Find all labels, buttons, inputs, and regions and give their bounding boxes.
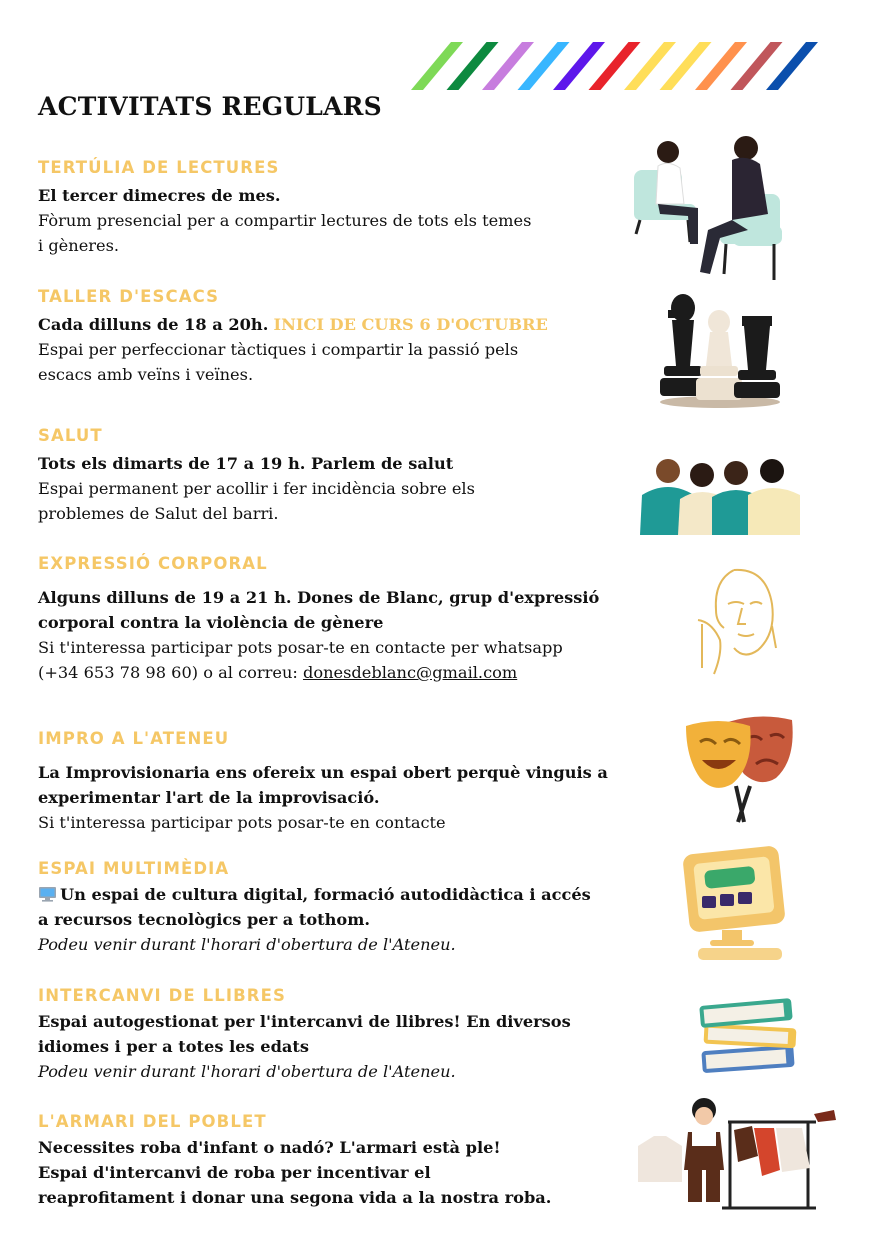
contact-text: Si t'interessa participar pots posar-te en contacte [38,813,446,832]
rainbow-stripes [405,38,825,94]
chess-pieces-icon [658,286,782,410]
computer-icon [682,846,788,964]
description-text: problemes de Salut del barri. [38,504,279,523]
line-art-face-icon [694,564,784,684]
opening-hours-note: Podeu venir durant l'horari d'obertura de l'Ateneu. [38,1062,456,1081]
description-text: Fòrum presencial per a compartir lectures de tots els temes [38,211,532,230]
page-title: ACTIVITATS REGULARS [38,92,382,121]
section-title: ESPAI MULTIMÈDIA [38,859,230,878]
description-text: Un espai de cultura digital, formació autodidàctica i accés [60,885,591,904]
section-escacs [38,286,548,387]
description-text: La Improvisionaria ens ofereix un espai obert perquè vinguis a [38,763,608,782]
description-text: experimentar l'art de la improvisació. [38,788,380,807]
two-women-talking-icon [628,134,788,282]
section-multimedia [38,858,591,957]
contact-text: (+34 653 78 98 60) o al correu: [38,663,303,682]
section-title: TALLER D'ESCACS [38,287,220,306]
description-text: Necessites roba d'infant o nadó? L'armari està ple! [38,1138,501,1157]
schedule-text: corporal contra la violència de gènere [38,613,384,632]
section-title: SALUT [38,426,103,445]
section-salut [38,425,475,526]
stack-of-books-icon [694,990,802,1076]
schedule-text: Cada dilluns de 18 a 20h. [38,315,269,334]
section-title: TERTÚLIA DE LECTURES [38,158,280,177]
schedule-text: Tots els dimarts de 17 a 19 h. Parlem de salut [38,454,454,473]
description-text: i gèneres. [38,236,120,255]
description-text: idiomes i per a totes les edats [38,1037,309,1056]
section-armari-poblet [38,1111,551,1210]
description-text: reaprofitament i donar una segona vida a la nostra roba. [38,1188,552,1207]
section-impro [38,728,608,835]
schedule-text: El tercer dimecres de mes. [38,186,281,205]
schedule-text: Alguns dilluns de 19 a 21 h. Dones de Blanc, grup d'expressió [38,588,600,607]
description-text: escacs amb veïns i veïnes. [38,365,254,384]
section-title: INTERCANVI DE LLIBRES [38,986,286,1005]
group-hug-icon [636,455,804,537]
description-text: Espai d'intercanvi de roba per incentivar el [38,1163,431,1182]
description-text: a recursos tecnològics per a tothom. [38,910,370,929]
description-text: Espai permanent per acollir i fer incidència sobre els [38,479,475,498]
course-start-highlight: INICI DE CURS 6 D'OCTUBRE [273,315,548,334]
description-text: Espai per perfeccionar tàctiques i compartir la passió pels [38,340,519,359]
section-title: L'ARMARI DEL POBLET [38,1112,267,1131]
section-intercanvi-llibres [38,985,571,1084]
theater-masks-icon [684,712,798,826]
section-title: IMPRO A L'ATENEU [38,729,230,748]
clothes-rack-icon [636,1096,840,1212]
section-tertulia [38,157,531,258]
description-text: Si t'interessa participar pots posar-te en contacte per whatsapp [38,638,563,657]
section-title: EXPRESSIÓ CORPORAL [38,554,268,573]
desktop-computer-icon [38,886,57,902]
opening-hours-note: Podeu venir durant l'horari d'obertura de l'Ateneu. [38,935,456,954]
section-expressio-corporal [38,553,599,685]
email-link[interactable]: donesdeblanc@gmail.com [302,663,518,682]
description-text: Espai autogestionat per l'intercanvi de llibres! En diversos [38,1012,571,1031]
